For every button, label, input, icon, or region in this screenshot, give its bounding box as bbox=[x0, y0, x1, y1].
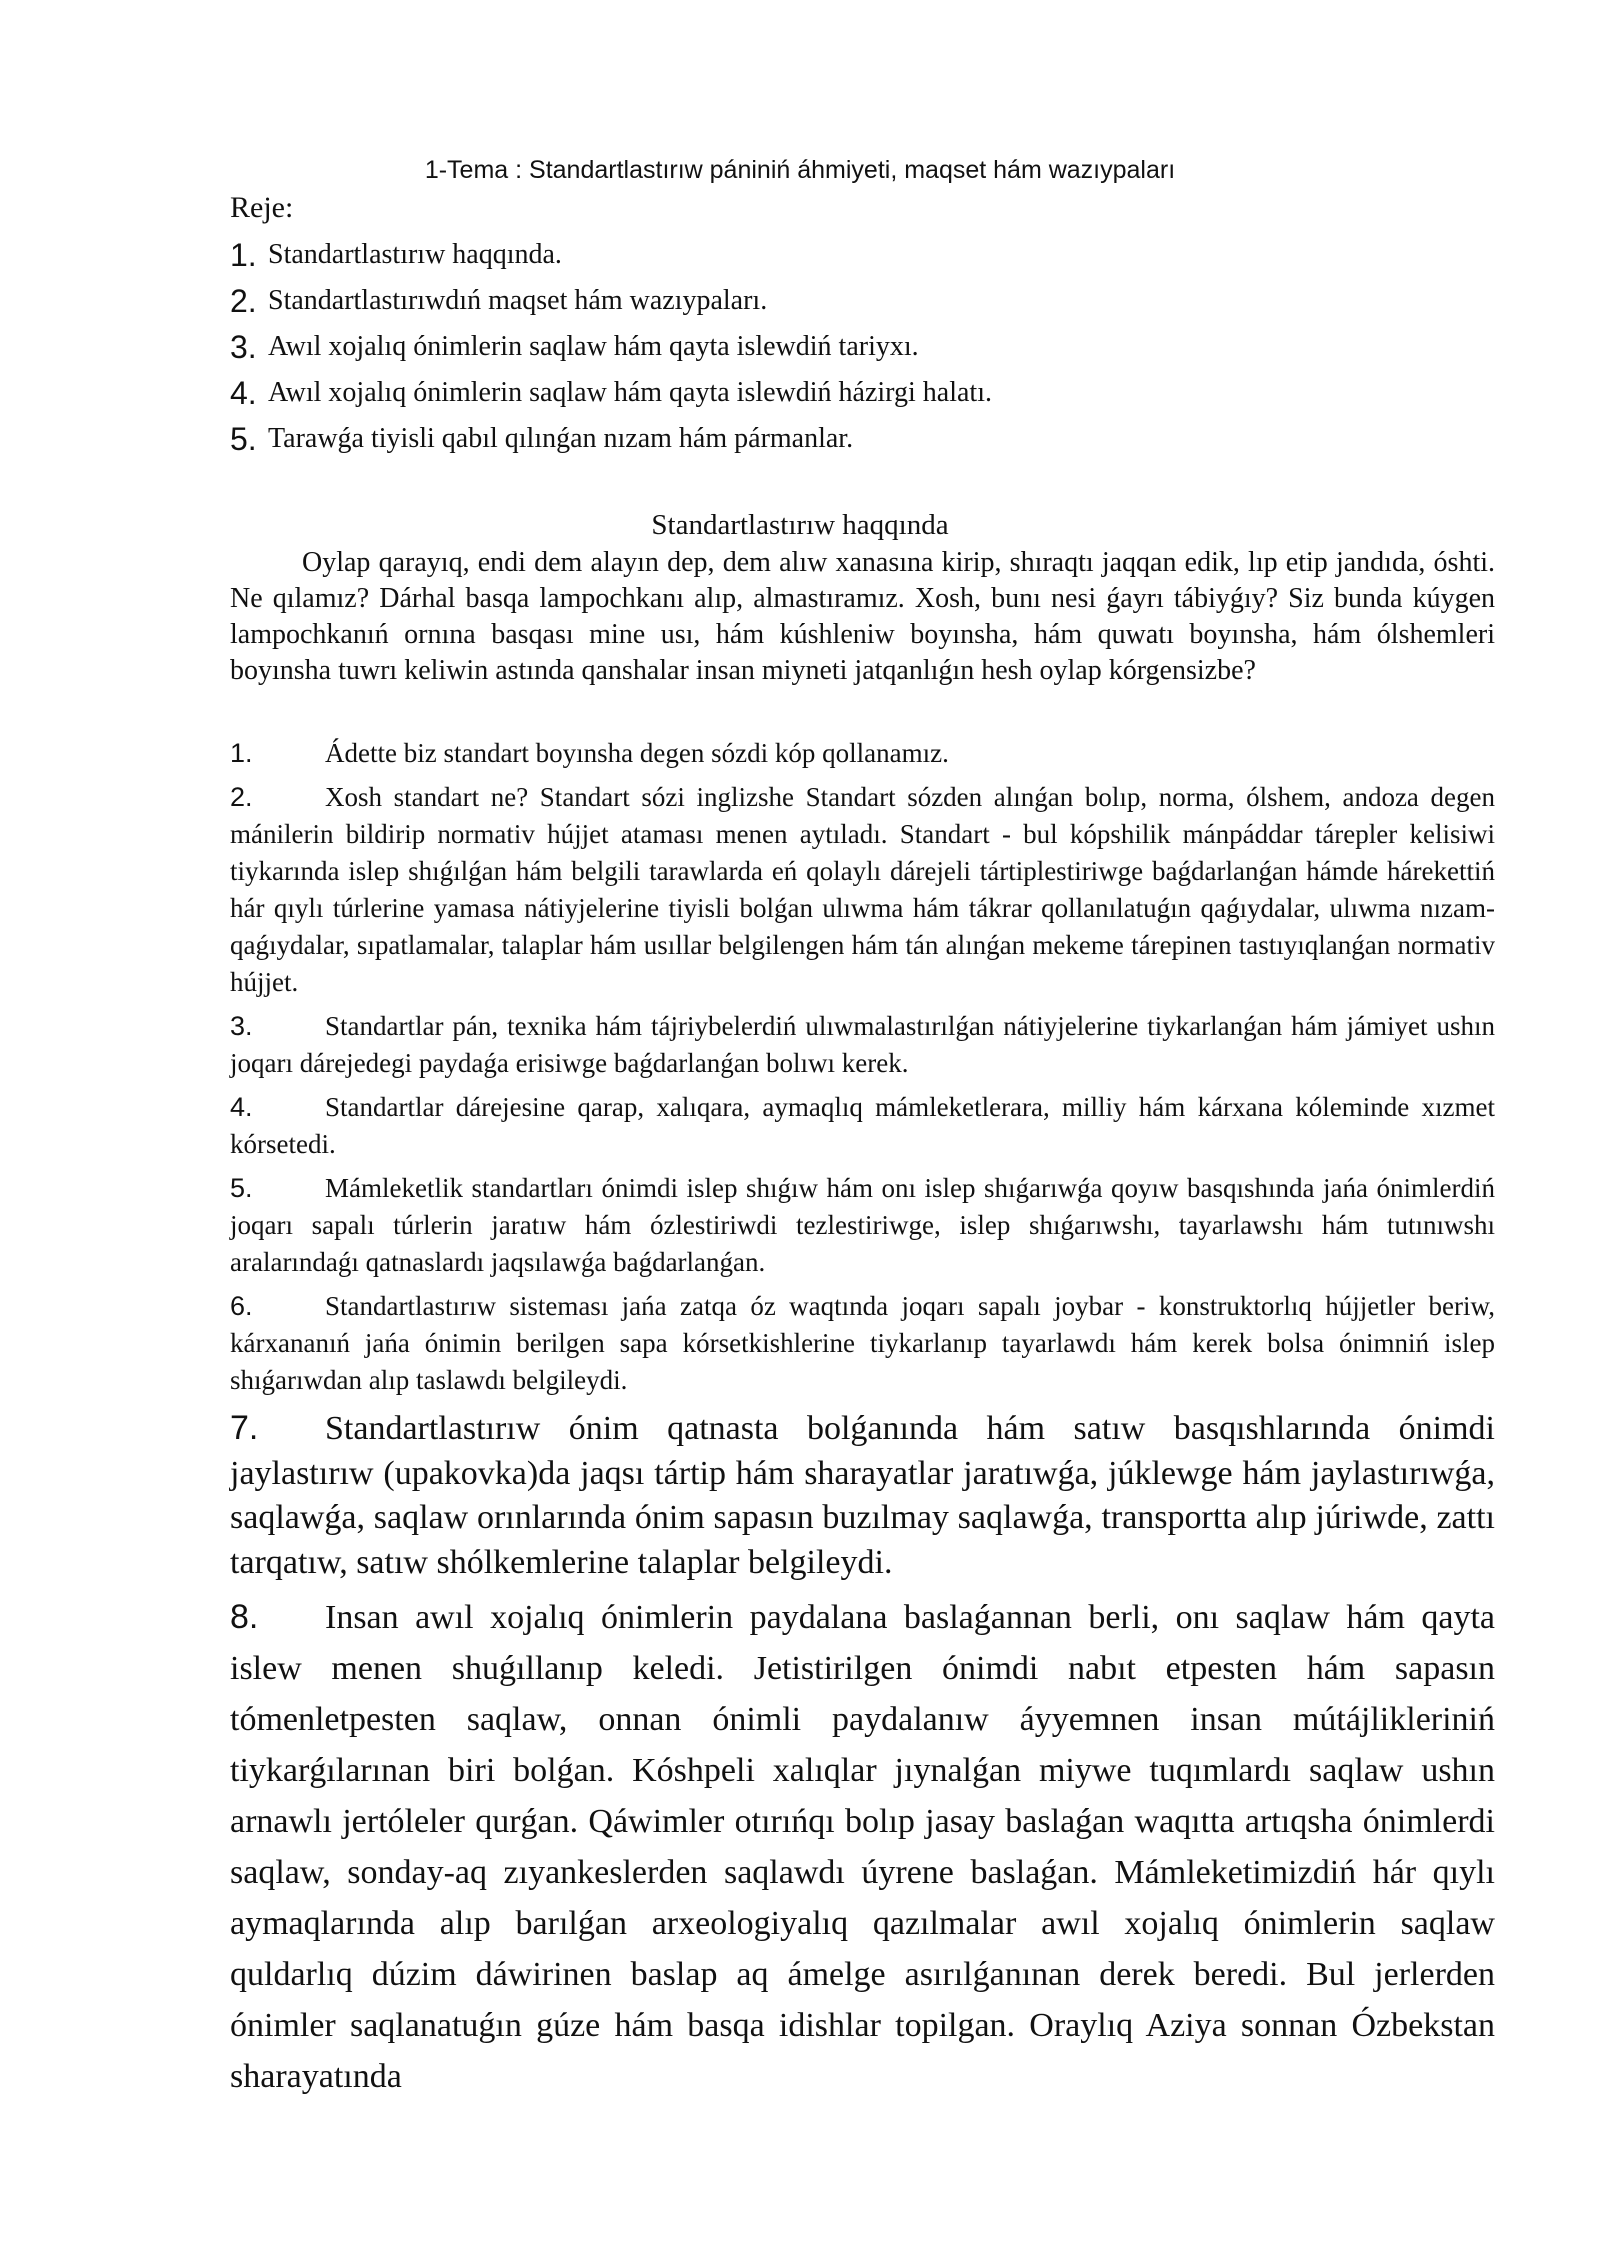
plan-item-text: Tarawǵa tiyisli qabıl qılınǵan nızam hám pármanlar. bbox=[268, 423, 854, 454]
paragraph-number: 7. bbox=[230, 1409, 259, 1447]
plan-item bbox=[230, 370, 1430, 416]
paragraph-number: 4. bbox=[230, 1092, 253, 1122]
paragraph-text: Standartlar dárejesine qarap, xalıqara, aymaqlıq mámleketlerara, milliy hám kárxana kóleminde xızmet kórsetedi. bbox=[230, 1092, 1495, 1159]
numbered-paragraph bbox=[230, 735, 1495, 772]
plan-label: Reje: bbox=[230, 191, 294, 224]
paragraph-text: Standartlastırıw ónim qatnasta bolǵanında hám satıw basqıshlarında ónimdi jaylastırıw (upakovka)da jaqsı tártip hám sharayatlar jaratıwǵa, júklewge hám jaylastırıwǵa, saqlawǵa, saqlaw orınlarında ónim sapasın buzılmay saqlawǵa, transportta alıp júriwde, zattı tarqatıw, satıw shólkemlerine talaplar belgileydi. bbox=[230, 1410, 1495, 1581]
plan-item-number: 2. bbox=[230, 282, 257, 319]
document-title: 1-Tema : Standartlastırıw pániniń áhmiyeti, maqset hám wazıypaları bbox=[424, 156, 1176, 184]
paragraph-number: 8. bbox=[230, 1598, 259, 1636]
paragraph-number: 5. bbox=[230, 1173, 253, 1203]
plan-item bbox=[230, 416, 1430, 462]
paragraph-number: 6. bbox=[230, 1291, 253, 1321]
plan-item-number: 5. bbox=[230, 420, 257, 457]
paragraph-text: Standartlastırıw sisteması jańa zatqa óz waqtında joqarı sapalı joybar - konstruktorlıq hújjetler beriw, kárxananıń jańa ónimin berilgen sapa kórsetkishlerine tiykarlanıp tayarlawdı hám kerek bolsa ónimniń islep shıǵarıwdan alıp taslawdı belgileydi. bbox=[230, 1291, 1495, 1395]
plan-item-number: 1. bbox=[230, 236, 257, 273]
paragraph-text: Standartlar pán, texnika hám tájriybelerdiń ulıwmalastırılǵan nátiyjelerine tiykarlanǵan hám jámiyet ushın joqarı dárejedegi paydaǵa erisiwge baǵdarlanǵan bolıwı kerek. bbox=[230, 1011, 1495, 1078]
plan-item bbox=[230, 278, 1430, 324]
plan-item-number: 3. bbox=[230, 328, 257, 365]
plan-item-number: 4. bbox=[230, 374, 257, 411]
paragraph-text: Mámleketlik standartları ónimdi islep shıǵıw hám onı islep shıǵarıwǵa qoyıw basqıshında jańa ónimlerdiń joqarı sapalı túrlerin jaratıw hám ózlestiriwdi tezlestiriwge, islep shıǵarıwshı, tayarlawshı hám tutınıwshı aralarındaǵı qatnaslardı jaqsılawǵa baǵdarlanǵan. bbox=[230, 1173, 1495, 1277]
intro-paragraph: Oylap qarayıq, endi dem alayın dep, dem alıw xanasına kirip, shıraqtı jaqqan edik, lıp etip jandıda, óshti. Ne qılamız? Dárhal basqa lampochkanı alıp, almastıramız. Xosh, bunı nesi ǵayrı tábiyǵıy? Siz bunda kúygen lampochkanıń ornına basqası mine usı, hám kúshleniw boyınsha, hám quwatı boyınsha, hám ólshemleri boyınsha tuwrı keliwin astında qanshalar insan miyneti jatqanlıǵın hesh oylap kórgensizbe? bbox=[230, 547, 1495, 686]
numbered-paragraph bbox=[230, 1592, 1495, 2102]
plan-item-text: Awıl xojalıq ónimlerin saqlaw hám qayta islewdiń tariyxı. bbox=[268, 331, 919, 362]
plan-item-text: Awıl xojalıq ónimlerin saqlaw hám qayta islewdiń házirgi halatı. bbox=[268, 377, 992, 408]
numbered-paragraphs bbox=[230, 735, 1495, 2102]
numbered-paragraph bbox=[230, 1089, 1495, 1163]
paragraph-text: Ádette biz standart boyınsha degen sózdi kóp qollanamız. bbox=[325, 738, 949, 768]
paragraph-text: Xosh standart ne? Standart sózi inglizshe Standart sózden alınǵan bolıp, norma, ólshem, andoza degen mánilerin bildirip normativ hújjet ataması menen aytıladı. Standart - bul kópshilik mánpáddar tárepler kelisiwi tiykarında islep shıǵılǵan hám belgili tarawlarda eń qolaylı dárejeli tártiplestiriwge baǵdarlanǵan hámde hárekettiń hár qıylı túrlerine yamasa nátiyjelerine tiyisli bolǵan ulıwma hám tákrar qollanılatuǵın qaǵıydalar, ulıwma nızam-qaǵıydalar, sıpatlamalar, talaplar hám usıllar belgilengen hám tán alınǵan mekeme tárepinen tastıyıqlanǵan normativ hújjet. bbox=[230, 782, 1495, 997]
paragraph-number: 1. bbox=[230, 738, 253, 768]
plan-item-text: Standartlastırıwdıń maqset hám wazıypaları. bbox=[268, 285, 768, 316]
paragraph-number: 3. bbox=[230, 1011, 253, 1041]
numbered-paragraph bbox=[230, 779, 1495, 1001]
numbered-paragraph bbox=[230, 1406, 1495, 1585]
plan-list bbox=[230, 232, 1430, 462]
plan-item bbox=[230, 324, 1430, 370]
plan-item bbox=[230, 232, 1430, 278]
numbered-paragraph bbox=[230, 1170, 1495, 1281]
paragraph-number: 2. bbox=[230, 782, 253, 812]
paragraph-text: Insan awıl xojalıq ónimlerin paydalana baslaǵannan berli, onı saqlaw hám qayta islew menen shuǵıllanıp keledi. Jetistirilgen ónimdi nabıt etpesten hám sapasın tómenletpesten saqlaw, onnan ónimli paydalanıw áyyemnen insan mútájlikleriniń tiykarǵılarınan biri bolǵan. Kóshpeli xalıqlar jıynalǵan miywe tuqımlardı saqlaw ushın arnawlı jertóleler qurǵan. Qáwimler otırıńqı bolıp jasay baslaǵan waqıtta artıqsha ónimlerdi saqlaw, sonday-aq zıyankeslerden saqlawdı úyrene baslaǵan. Mámleketimizdiń hár qıylı aymaqlarında alıp barılǵan arxeologiyalıq qazılmalar awıl xojalıq ónimlerin saqlaw quldarlıq dúzim dáwirinen baslap aq ámelge asırılǵanınan derek beredi. Bul jerlerden ónimler saqlanatuǵın gúze hám basqa idishlar topilgan. Oraylıq Aziya sonnan Ózbekstan sharayatında bbox=[230, 1599, 1495, 2095]
numbered-paragraph bbox=[230, 1008, 1495, 1082]
section-heading: Standartlastırıw haqqında bbox=[651, 509, 949, 541]
plan-item-text: Standartlastırıw haqqında. bbox=[268, 239, 562, 270]
numbered-paragraph bbox=[230, 1288, 1495, 1399]
